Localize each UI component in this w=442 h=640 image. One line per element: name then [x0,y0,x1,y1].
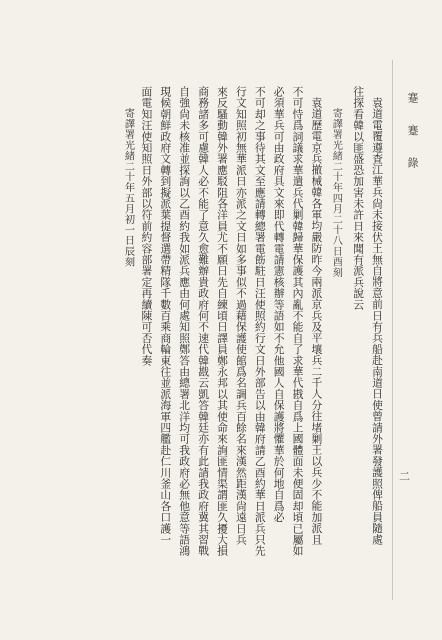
text-column: 袁道歷電京兵撤械韓各軍均嚴防昨今兩派京兵及平壤兵二千人分往堵剿王以兵少不能加派且 [310,97,324,545]
telegram-date-line: 寄譯署光緒二十年五月初一日辰刻 [122,108,134,267]
text-column: 不可却之事待其文至應請轉總署電飭駐日汪使照約行文日外部告以由韓府請乙酉約華日派兵只先 [253,86,267,557]
text-column: 不可恃爲詞議求華遣兵代剿韓歸華保護其內亂不能自了求華代戡自爲上國體面未便固却頃已屬如 [291,86,305,557]
page-number: 二 [399,470,410,483]
text-column: 面電知汪使知照日外部以符前約容部署定再續陳可否代奏 [140,86,154,366]
vertical-text-body [40,86,385,626]
telegram-heading: 寄譯署光緒二十年四月二十八日酉刻 [330,108,342,278]
text-column: 現候朝鮮政府文轉到擬派葉提督選帶精隊千數百乘商輪東往並派海軍四艦赴仁川釜山各口護一 [159,86,173,546]
text-column: 必須華兵可由政府具文來即代轉電請憲核辦等語如不允他國人自保護將懼華於何地自爲必 [272,86,286,523]
text-column: 來反騷動韓外署應駁阻各洋員尤不願日先自練頃日譯員鄭永邦以其使命來詢匪情渠謂匪久擾大損 [215,86,229,557]
header-rule [392,60,393,600]
text-column: 往探看韓以匪盛恐加害未許日來聞有派兵說云 [352,86,366,310]
text-column: 袁道電覆遵査江華兵尙未接伏王無自將意前日有兵船赴南道日使曾請外署發護照俾船員隨處 [371,97,384,545]
text-column: 商務諸多可慮韓人必不能了意久愈難辦貴政府何不速代韓戡云凱答韓廷亦有此請我政府冀其習戰 [197,86,211,557]
running-header-title: 蹇 蹇 錄 [406,92,419,177]
text-column: 行文知照初無華派日亦派之文日如多事似不過藉保護使館爲名調兵百餘名來漢然距漢尙遠日兵 [234,86,248,546]
text-column: 自強尙未核准並探詢以乙酉約我如派兵應由何處知照鄭答由總署北洋均可我政府必無他意等語鴻 [178,86,192,557]
